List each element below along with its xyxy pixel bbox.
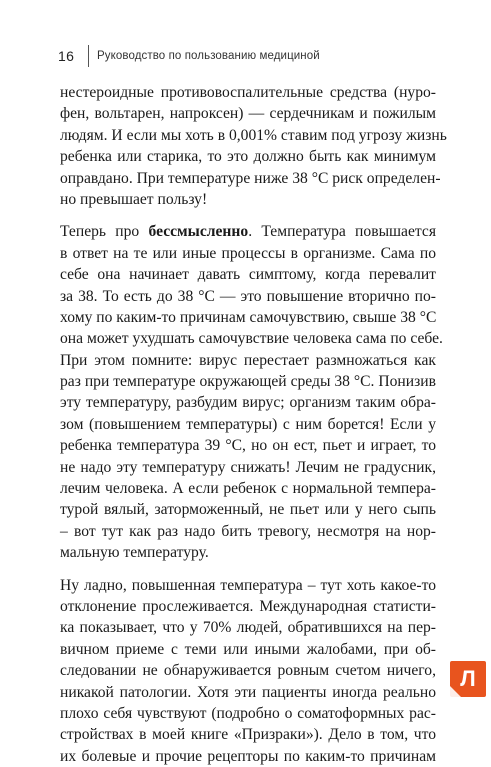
text-line: зом (повышением температуры) с ним борется! Если у [60, 415, 436, 433]
text-line: хому по каким-то причинам самочувствию, свыше 38 °С [60, 308, 437, 326]
text-line: ка показывает, что у 70% людей, обратившихся на пер- [60, 619, 436, 637]
text-line: следовании не обнаруживается ровным счетом ничего, [60, 662, 436, 680]
text-line [60, 221, 436, 242]
text-line: себе она начинает давать симптому, когда перевалит [60, 266, 436, 284]
text-line: При этом помните: вирус перестает размножаться как [60, 351, 436, 369]
text-line: эту температуру, разбудим вирус; организм таким обра- [60, 394, 436, 412]
text-line: людям. И если мы хоть в 0,001% ставим под угрозу жизнь [60, 126, 447, 144]
paragraph-1 [60, 82, 447, 210]
text-line: за 38. То есть до 38 °С — это повышение вторично по- [60, 287, 436, 305]
text-line: фен, вольтарен, напроксен) — сердечникам и пожилым [60, 105, 436, 123]
text-run: . Температура повышается [248, 223, 436, 241]
text-line: мальную температуру. [60, 544, 209, 562]
running-title: Руководство по пользованию медициной [97, 50, 320, 62]
text-line: раз при температуре окружающей среды 38 °С. Понизив [60, 373, 436, 391]
body-text [60, 82, 447, 767]
text-line: стройствах в моей книге «Призраки»). Дело в том, что [60, 726, 436, 744]
text-line: – вот тут как раз надо бить тревогу, несмотря на нор- [60, 522, 436, 540]
text-line: их болевые и прочие рецепторы по каким-то причинам [60, 747, 436, 765]
text-line: ребенка или старика, то это должно быть как минимум [60, 148, 436, 166]
text-line: никакой патологии. Хотя эти пациенты иногда реально [60, 683, 436, 701]
header-divider [88, 45, 89, 67]
logo-letter: Л [460, 666, 476, 691]
text-run: Теперь про [60, 223, 149, 241]
running-header [58, 44, 320, 68]
text-line: отклонение прослеживается. Международная статисти- [60, 597, 436, 615]
text-line: она может ухудшать самочувствие человека сама по себе. [60, 330, 443, 348]
text-line: лечим человека. А если ребенок с нормальной темпера- [60, 480, 436, 498]
text-line: ребенка температура 39 °С, но он ест, пьет и играет, то [60, 437, 436, 455]
bold-term: бессмысленно [148, 223, 249, 241]
page-number: 16 [58, 48, 75, 64]
paragraph-gap [60, 210, 436, 221]
paragraph-gap [60, 564, 436, 575]
text-line: оправдано. При температуре ниже 38 °С риск определен- [60, 169, 441, 187]
publisher-logo [449, 660, 487, 698]
paragraph-3 [60, 575, 436, 767]
text-line: плохо себя чувствуют (подробно о соматоформных рас- [60, 704, 436, 722]
text-line: Ну ладно, повышенная температура – тут хоть какое-то [60, 576, 436, 594]
paragraph-2 [60, 221, 443, 563]
text-line: нестероидные противовоспалительные средства (нуро- [60, 84, 436, 101]
text-line: вичном приеме с теми или иными жалобами, при об- [60, 640, 436, 658]
text-line: не надо эту температуру снижать! Лечим не градусник, [60, 458, 436, 476]
text-line: в ответ на те или иные процессы в организме. Сама по [60, 244, 436, 262]
text-line: турой вялый, заторможенный, не пьет или у него сыпь [60, 501, 436, 519]
text-line: но превышает пользу! [60, 190, 208, 208]
